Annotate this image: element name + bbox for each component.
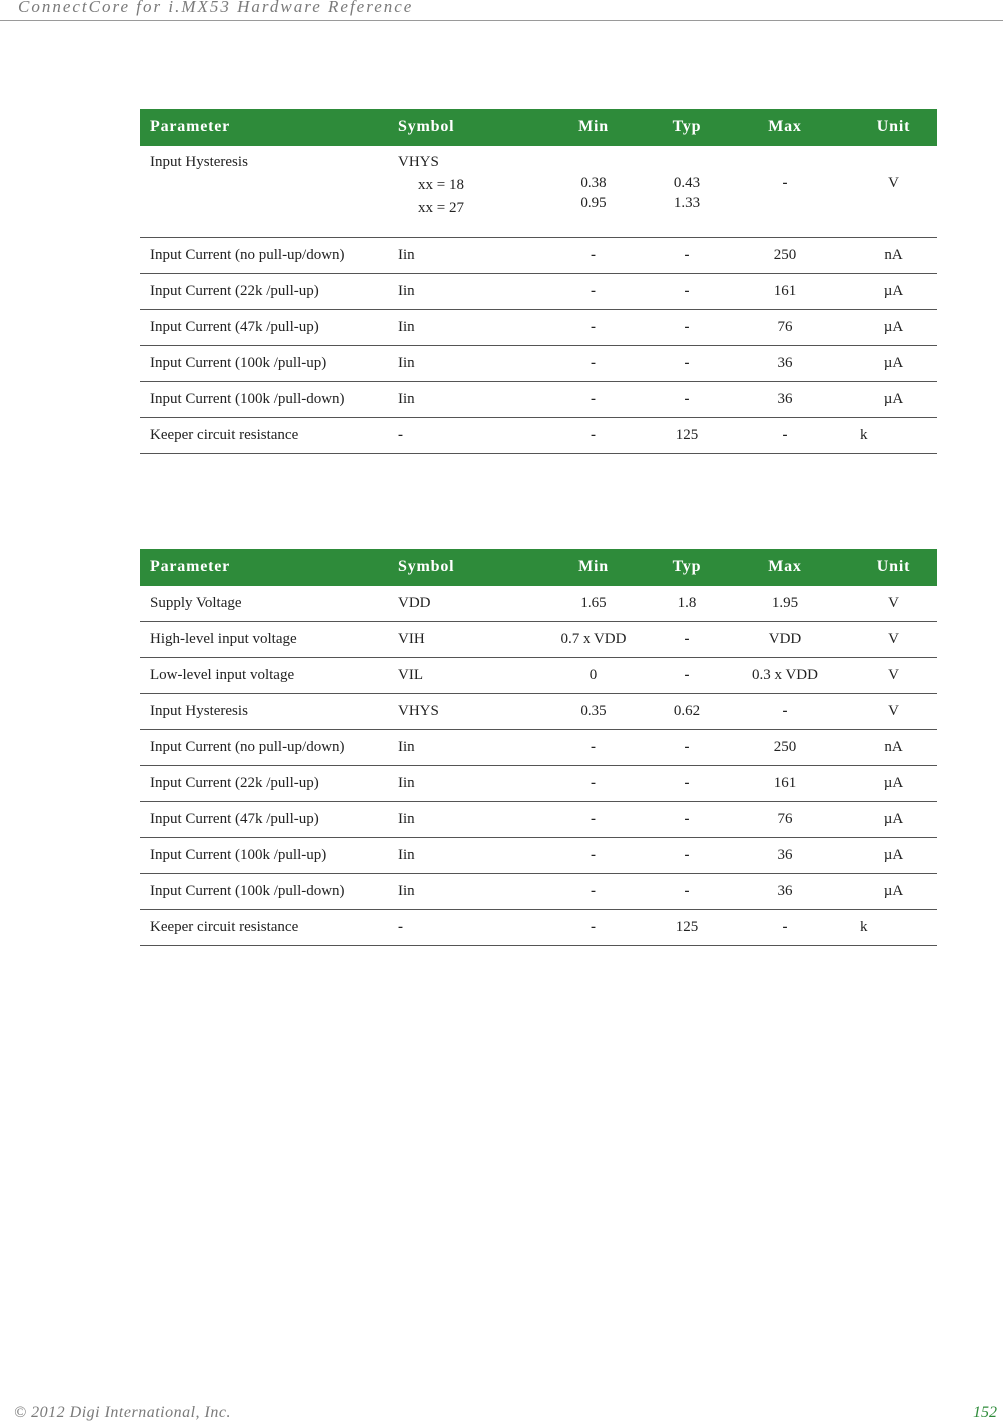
cell-max: 36 bbox=[720, 346, 850, 382]
col-header-symbol: Symbol bbox=[388, 109, 533, 146]
cell-max: 161 bbox=[720, 766, 850, 802]
cell-max: 0.3 x VDD bbox=[720, 658, 850, 694]
cell-unit: V bbox=[850, 658, 937, 694]
cell-typ: - bbox=[654, 802, 720, 838]
table-row bbox=[140, 274, 937, 310]
cell-parameter: Input Current (100k /pull-down) bbox=[140, 874, 388, 910]
col-header-unit: Unit bbox=[850, 109, 937, 146]
cell-unit: µA bbox=[850, 802, 937, 838]
cell-unit: µA bbox=[850, 766, 937, 802]
cell-symbol: Iin bbox=[388, 766, 533, 802]
typ-value-27: 1.33 bbox=[673, 195, 701, 211]
col-header-typ: Typ bbox=[654, 109, 720, 146]
symbol-sub-27: xx = 27 bbox=[418, 200, 464, 216]
col-header-unit: Unit bbox=[850, 549, 937, 586]
cell-symbol: Iin bbox=[388, 382, 533, 418]
cell-max: 161 bbox=[720, 274, 850, 310]
cell-symbol: Iin bbox=[388, 838, 533, 874]
cell-max: 250 bbox=[720, 730, 850, 766]
cell-unit: V bbox=[850, 694, 937, 730]
cell-min: 1.65 bbox=[533, 586, 654, 622]
cell-parameter: Supply Voltage bbox=[140, 586, 388, 622]
cell-symbol: VDD bbox=[388, 586, 533, 622]
cell-unit: µA bbox=[850, 382, 937, 418]
cell-min: - bbox=[533, 418, 654, 454]
cell-min: - bbox=[533, 310, 654, 346]
cell-symbol: - bbox=[388, 910, 533, 946]
cell-typ: - bbox=[654, 838, 720, 874]
cell-unit: µA bbox=[850, 346, 937, 382]
cell-typ: - bbox=[654, 238, 720, 274]
table-row bbox=[140, 586, 937, 622]
table-row bbox=[140, 622, 937, 658]
typ-value-18: 0.43 bbox=[673, 175, 701, 191]
cell-parameter: Input Current (47k /pull-up) bbox=[140, 310, 388, 346]
table-row bbox=[140, 238, 937, 274]
cell-min: - bbox=[533, 382, 654, 418]
cell-max: 76 bbox=[720, 802, 850, 838]
table-row bbox=[140, 910, 937, 946]
max-value: - bbox=[782, 175, 788, 191]
cell-parameter: Input Current (100k /pull-up) bbox=[140, 346, 388, 382]
cell-parameter: Input Hysteresis bbox=[140, 694, 388, 730]
cell-typ: - bbox=[654, 310, 720, 346]
cell-typ: 0.62 bbox=[654, 694, 720, 730]
cell-unit bbox=[850, 146, 937, 238]
min-value-27: 0.95 bbox=[580, 195, 607, 211]
cell-min: - bbox=[533, 238, 654, 274]
cell-typ: - bbox=[654, 730, 720, 766]
cell-parameter: Input Current (100k /pull-up) bbox=[140, 838, 388, 874]
cell-typ: - bbox=[654, 766, 720, 802]
cell-typ: - bbox=[654, 382, 720, 418]
col-header-max: Max bbox=[720, 549, 850, 586]
cell-parameter: Input Current (100k /pull-down) bbox=[140, 382, 388, 418]
cell-max: - bbox=[720, 418, 850, 454]
cell-max: 1.95 bbox=[720, 586, 850, 622]
table-row bbox=[140, 694, 937, 730]
table-row bbox=[140, 730, 937, 766]
cell-symbol: Iin bbox=[388, 802, 533, 838]
col-header-max: Max bbox=[720, 109, 850, 146]
cell-parameter: Input Current (no pull-up/down) bbox=[140, 238, 388, 274]
table-row bbox=[140, 838, 937, 874]
cell-symbol: Iin bbox=[388, 274, 533, 310]
cell-max bbox=[720, 146, 850, 238]
cell-typ: 125 bbox=[654, 910, 720, 946]
cell-min: 0 bbox=[533, 658, 654, 694]
col-header-parameter: Parameter bbox=[140, 109, 388, 146]
cell-symbol: Iin bbox=[388, 730, 533, 766]
cell-unit: V bbox=[850, 622, 937, 658]
table-row bbox=[140, 382, 937, 418]
cell-symbol: VIH bbox=[388, 622, 533, 658]
cell-min: - bbox=[533, 910, 654, 946]
cell-max: - bbox=[720, 694, 850, 730]
cell-max: 36 bbox=[720, 838, 850, 874]
table-row bbox=[140, 418, 937, 454]
cell-typ: - bbox=[654, 274, 720, 310]
cell-max: 250 bbox=[720, 238, 850, 274]
cell-min: - bbox=[533, 730, 654, 766]
cell-unit: V bbox=[850, 586, 937, 622]
cell-parameter: Input Current (22k /pull-up) bbox=[140, 274, 388, 310]
cell-max: VDD bbox=[720, 622, 850, 658]
cell-typ bbox=[654, 146, 720, 238]
table-row bbox=[140, 874, 937, 910]
col-header-min: Min bbox=[533, 549, 654, 586]
cell-unit: k bbox=[850, 910, 937, 946]
cell-parameter: Input Current (47k /pull-up) bbox=[140, 802, 388, 838]
cell-unit: nA bbox=[850, 238, 937, 274]
header-rule bbox=[0, 20, 1003, 21]
unit-value: V bbox=[888, 175, 899, 191]
cell-unit: µA bbox=[850, 838, 937, 874]
cell-max: 76 bbox=[720, 310, 850, 346]
cell-parameter: Input Hysteresis bbox=[140, 146, 388, 238]
cell-min: - bbox=[533, 274, 654, 310]
table-row bbox=[140, 658, 937, 694]
cell-typ: - bbox=[654, 622, 720, 658]
table-row bbox=[140, 146, 937, 238]
cell-symbol: VIL bbox=[388, 658, 533, 694]
cell-parameter: Keeper circuit resistance bbox=[140, 418, 388, 454]
cell-typ: 125 bbox=[654, 418, 720, 454]
table-row bbox=[140, 310, 937, 346]
col-header-symbol: Symbol bbox=[388, 549, 533, 586]
cell-parameter: Keeper circuit resistance bbox=[140, 910, 388, 946]
running-header: ConnectCore for i.MX53 Hardware Reference bbox=[18, 0, 414, 16]
cell-typ: 1.8 bbox=[654, 586, 720, 622]
spec-table-2 bbox=[140, 549, 937, 946]
cell-symbol: Iin bbox=[388, 310, 533, 346]
cell-parameter: Input Current (22k /pull-up) bbox=[140, 766, 388, 802]
cell-typ: - bbox=[654, 346, 720, 382]
footer-copyright: © 2012 Digi International, Inc. bbox=[14, 1404, 231, 1421]
table-header-row bbox=[140, 109, 937, 146]
cell-unit: µA bbox=[850, 310, 937, 346]
cell-max: 36 bbox=[720, 874, 850, 910]
col-header-parameter: Parameter bbox=[140, 549, 388, 586]
cell-symbol: VHYS bbox=[388, 694, 533, 730]
cell-max: 36 bbox=[720, 382, 850, 418]
cell-parameter: High-level input voltage bbox=[140, 622, 388, 658]
col-header-typ: Typ bbox=[654, 549, 720, 586]
cell-min bbox=[533, 146, 654, 238]
cell-typ: - bbox=[654, 658, 720, 694]
table-header-row bbox=[140, 549, 937, 586]
cell-symbol: - bbox=[388, 418, 533, 454]
col-header-min: Min bbox=[533, 109, 654, 146]
cell-min: - bbox=[533, 802, 654, 838]
cell-max: - bbox=[720, 910, 850, 946]
cell-unit: nA bbox=[850, 730, 937, 766]
cell-min: - bbox=[533, 766, 654, 802]
cell-parameter: Input Current (no pull-up/down) bbox=[140, 730, 388, 766]
cell-unit: k bbox=[850, 418, 937, 454]
cell-unit: µA bbox=[850, 874, 937, 910]
min-value-18: 0.38 bbox=[580, 175, 607, 191]
page-number: 152 bbox=[973, 1404, 997, 1421]
table-row bbox=[140, 802, 937, 838]
cell-min: 0.35 bbox=[533, 694, 654, 730]
cell-parameter: Low-level input voltage bbox=[140, 658, 388, 694]
cell-symbol: Iin bbox=[388, 238, 533, 274]
spec-table-1 bbox=[140, 109, 937, 454]
cell-symbol: Iin bbox=[388, 874, 533, 910]
cell-min: - bbox=[533, 838, 654, 874]
symbol-sub-18: xx = 18 bbox=[418, 177, 464, 193]
symbol-main: VHYS bbox=[398, 154, 439, 170]
table-row bbox=[140, 766, 937, 802]
cell-min: - bbox=[533, 874, 654, 910]
table-row bbox=[140, 346, 937, 382]
cell-typ: - bbox=[654, 874, 720, 910]
cell-symbol: Iin bbox=[388, 346, 533, 382]
cell-unit: µA bbox=[850, 274, 937, 310]
cell-symbol bbox=[388, 146, 533, 238]
cell-min: - bbox=[533, 346, 654, 382]
cell-min: 0.7 x VDD bbox=[533, 622, 654, 658]
